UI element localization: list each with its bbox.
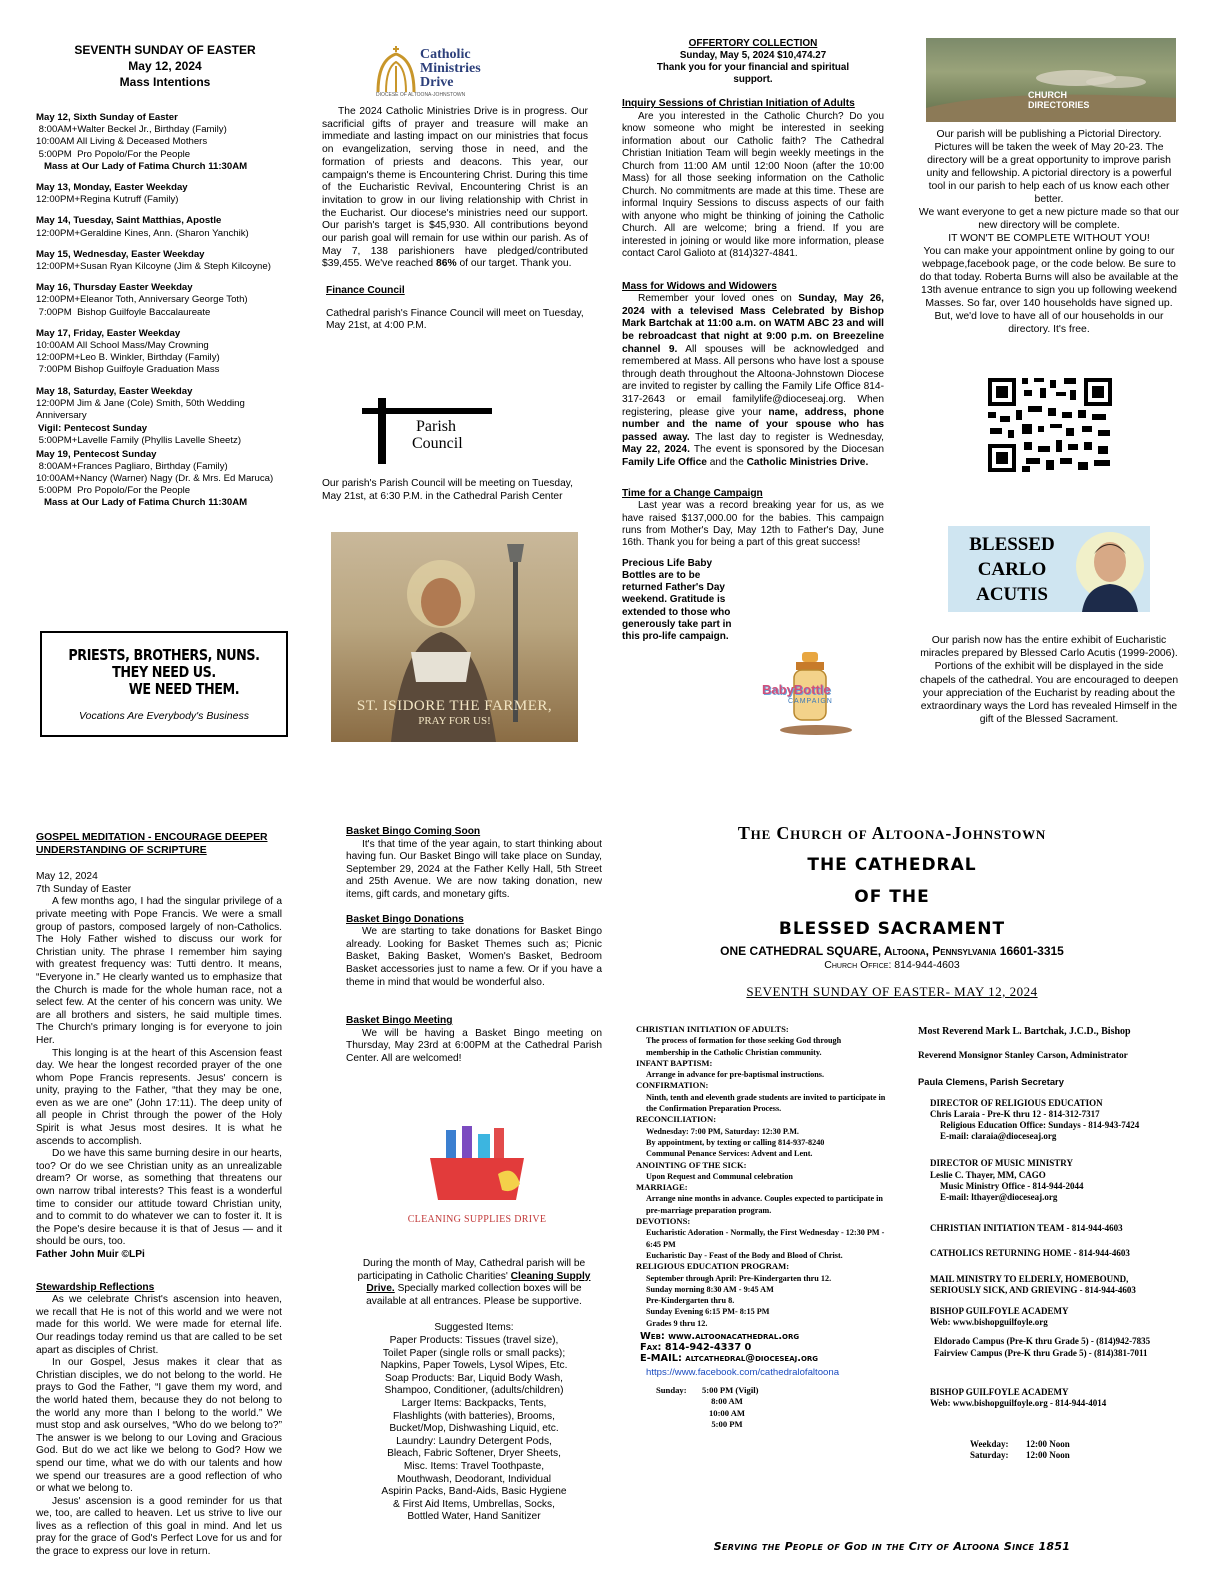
cmd-logo-line2: Ministries — [420, 61, 481, 76]
gospel-section — [36, 832, 282, 1559]
mass-intention-line: 12:00PM+Geraldine Kines, Ann. (Sharon Yanchik) — [36, 227, 249, 239]
gospel-date: May 12, 2024 — [36, 871, 98, 883]
directory-p4: You can make your appointment online by going to our webpage,facebook page, or the code below. Be sure to do that today. Roberta Burns will also be available at the 13th avenue entrance to sign you up following weekend Masses. So far, over 140 households have signed up. But, we'd love to have all of our households in our directory. It's free. — [919, 246, 1179, 335]
cleaning-item: Bottled Water, Hand Sanitizer — [407, 1511, 541, 1523]
gospel-p1: A few months ago, I had the singular privilege of a private meeting with Pope Francis. We were a small group of pastors, composed largely of non-Catholics. The Holy Father wished to discuss our work for Christian unity. The phrase I remember him saying with greatest frequency was: Tutti dentro. It means, “Everyone in.” He clearly wanted us to emphasize that the Church is made for the whole human race, not a select few. At the center of his concern was unity. We are all brothers and sisters, he said multiple times. The Church's primary longing is for everyone to join Her. — [36, 896, 282, 1046]
bingo-p2: We are starting to take donations for Basket Bingo already. Looking for Basket Themes such as; Picnic Basket, Baking Basket, Women's Basket, Bedroom Basket accessories just to name a few. Or if you have a theme in mind that would be wonderful also. — [346, 926, 602, 988]
mass-intention-line: 10:00AM All School Mass/May Crowning — [36, 340, 209, 352]
contact-web[interactable]: Web: www.altoonacathedral.org — [640, 1331, 800, 1343]
mass-intention-line: 8:00AM+Frances Pagliaro, Birthday (Family) — [36, 460, 228, 472]
st-isidore-image — [331, 532, 578, 742]
cleaning-item: Larger Items: Backpacks, Tents, — [401, 1397, 547, 1409]
isidore-caption-line2: PRAY FOR US! — [418, 715, 491, 727]
parish-council-line1: Parish — [416, 418, 456, 435]
sacraments-list — [636, 1024, 886, 1435]
fatima-mass-note: Mass at Our Lady of Fatima Church 11:30AM — [44, 160, 248, 172]
cleaning-item: Bucket/Mop, Dishwashing Liquid, etc. — [389, 1423, 559, 1435]
col3-top — [622, 38, 884, 643]
mass-day-title: May 16, Thursday Easter Weekday — [36, 282, 193, 294]
mass-day — [36, 112, 294, 173]
parish-council-line2: Council — [412, 435, 463, 452]
mass-intention-line: 12:00PM+Susan Ryan Kilcoyne (Jim & Steph Kilcoyne) — [36, 261, 271, 273]
sunday-mass-time: 5:00 PM — [711, 1418, 743, 1429]
mass-day-title: May 17, Friday, Easter Weekday — [36, 327, 181, 339]
mass-intentions-subtitle: Mass Intentions — [119, 75, 211, 89]
inquiry-title: Inquiry Sessions of Christian Initiation of Adults — [622, 98, 855, 109]
directory-section — [918, 128, 1180, 336]
cleaning-item: Bleach, Fabric Softener, Dryer Sheets, — [387, 1448, 561, 1460]
campus2-line: Fairview Campus (Pre-K thru Grade 5) - (814)381-7011 — [934, 1347, 1148, 1358]
finance-text: Cathedral parish's Finance Council will meet on Tuesday, May 21st, at 4:00 P.M. — [326, 307, 584, 332]
church-directories-image — [926, 38, 1176, 122]
mass-day — [36, 386, 294, 423]
carlo-portrait-icon — [1070, 526, 1150, 612]
cleaning-item: Mouthwash, Deodorant, Individual — [396, 1473, 552, 1485]
carlo-text: Our parish now has the entire exhibit of Eucharistic miracles prepared by Blessed Carlo Acutis (1999-2006). Portions of the exhibit will be displayed in the side chapels of the cathedral. You are encouraged to deepen your appreciation of the Eucharist by reading about the extraordinary ways the Lord has revealed Himself in the gift of the Blessed Sacrament. — [919, 635, 1179, 726]
mass-intention-line: 12:00PM+Regina Kutruff (Family) — [36, 194, 179, 206]
sacrament-detail: Ninth, tenth and eleventh grade students are invited to participate in the Confirmation Preparation Process. — [646, 1092, 886, 1114]
mass-day-title: May 18, Saturday, Easter Weekday — [36, 385, 193, 397]
cleaning-section — [346, 1258, 602, 1524]
mass-intention-line: 12:00PM+Leo B. Winkler, Birthday (Family) — [36, 352, 220, 364]
sacrament-detail: Pre-Kindergarten thru 8. — [646, 1296, 735, 1306]
widows-text: Remember your loved ones on Sunday, May 26, 2024 with a televised Mass Celebrated by Bishop Mark Bartchak at 11:00 a.m. on WATM ABC 23 and will be rebroadcast that night at 9:00 p.m. on Breezeline channel 9. All spouses will be acknowledged and remembered at Mass. All persons who have lost a spouse through death throughout the Altoona-Johnstown Diocese are invited to register by calling the Family Life Office 814-317-2643 or email familylife@dioceseaj.org. When registering, please give your name, address, phone number and the name of your spouse who has passed away. The last day to register is Wednesday, May 22, 2024. The event is sponsored by the Diocesan Family Life Office and the Catholic Ministries Drive. — [622, 293, 885, 468]
bingo-section — [346, 826, 602, 1066]
vocations-line3: WE NEED THEM. — [128, 680, 240, 698]
vocations-line2: THEY NEED US. — [112, 663, 216, 681]
cleaning-item: Soap Products: Bar, Liquid Body Wash, — [384, 1372, 563, 1384]
offertory-title: OFFERTORY COLLECTION — [688, 38, 818, 49]
sacrament-detail: Wednesday: 7:00 PM, Saturday: 12:30 P.M. — [646, 1126, 799, 1136]
cleaning-intro: During the month of May, Cathedral parish will be participating in Catholic Charities' Cleaning Supply Drive. Specially marked collection boxes will be available at all entrances. Please be supportive. — [357, 1258, 591, 1307]
cleaning-item: Shampoo, Conditioner, (adults/children) — [384, 1385, 564, 1397]
returning-line: CATHOLICS RETURNING HOME - 814-944-4603 — [930, 1248, 1130, 1259]
stewardship-p2: In our Gospel, Jesus makes it clear that as Christian disciples, we do not belong to the world. He prays to God the Father, “I gave them my word, and the world hated them, because they do not belong to the world any more than I belong to the world.” We must stop and ask ourselves, “Who do we belong to?” The answer is we belong to our Loving and Gracious God. But do we act like we belong to God? How we spend our time, what we do with our talents and how we spend our treasures are a good reflection of who or what we belong to. — [36, 1357, 282, 1495]
facebook-link[interactable]: https://www.facebook.com/cathedralofaltoona — [646, 1367, 840, 1379]
cit-line: CHRISTIAN INITIATION TEAM - 814-944-4603 — [930, 1223, 1123, 1234]
baby-bottle-logo-text2: CAMPAIGN — [788, 698, 833, 705]
directories-label1: CHURCH — [1028, 90, 1067, 100]
mass-day — [36, 423, 294, 447]
sacrament-detail: By appointment, by texting or calling 814-937-8240 — [646, 1137, 825, 1147]
sacrament-detail: Arrange nine months in advance. Couples expected to participate in pre-marriage preparation program. — [646, 1194, 883, 1215]
mass-intentions-title: SEVENTH SUNDAY OF EASTER — [74, 43, 256, 57]
mass-day-title: May 14, Tuesday, Saint Matthias, Apostle — [36, 215, 222, 227]
sacrament-heading: ANOINTING OF THE SICK: — [636, 1159, 747, 1170]
sacrament-heading: INFANT BAPTISM: — [636, 1057, 713, 1068]
bga-web[interactable]: Web: www.bishopguilfoyle.org — [930, 1317, 1048, 1328]
bga2-title: BISHOP GUILFOYLE ACADEMY — [930, 1386, 1069, 1397]
widows-title: Mass for Widows and Widowers — [622, 280, 777, 292]
baby-bottles-text: Precious Life Baby Bottles are to be returned Father's Day weekend. Gratitude is extended to those who generously take part in this pro-life campaign. — [622, 557, 732, 642]
bingo-p3: We will be having a Basket Bingo meeting on Thursday, May 23rd at 6:00PM at the Cathedral Parish Center. All are welcomed! — [346, 1027, 602, 1064]
cleaning-heading: Suggested Items: — [434, 1322, 514, 1334]
catholic-ministries-drive-logo — [374, 42, 514, 96]
qr-code-icon[interactable] — [986, 376, 1114, 474]
weekday-label: Weekday: — [970, 1439, 1009, 1450]
saturday-time: 12:00 Noon — [1026, 1450, 1070, 1461]
mass-day-title: May 15, Wednesday, Easter Weekday — [36, 248, 205, 260]
directories-label2: DIRECTORIES — [1028, 100, 1090, 110]
weekday-time: 12:00 Noon — [1026, 1439, 1070, 1450]
mass-intention-line: 7:00PM Bishop Guilfoyle Baccalaureate — [36, 306, 211, 318]
cleaning-supplies-logo — [402, 1124, 552, 1228]
mass-intention-line: 5:00PM+Lavelle Family (Phyllis Lavelle Sheetz) — [36, 435, 242, 447]
music-line2: Music Ministry Office - 814-944-2044 — [940, 1180, 1084, 1191]
gospel-author: Father John Muir ©LPi — [36, 1249, 145, 1260]
change-title: Time for a Change Campaign — [622, 487, 763, 499]
bingo-p1: It's that time of the year again, to start thinking about having fun. Our Basket Bingo will take place on Sunday, September 29, 2024 at the Father Kelly Hall, 5th Street and 25th Avenue. We are now taking donation, new items, gift cards, and monetary gifts. — [346, 838, 602, 900]
masthead-line2: THE CATHEDRAL — [807, 855, 977, 875]
contact-block — [636, 1331, 886, 1379]
sunday-mass-time: 10:00 AM — [708, 1407, 746, 1418]
sacrament-detail: Eucharistic Day - Feast of the Body and Blood of Christ. — [646, 1250, 843, 1260]
staff-bishop: Most Reverend Mark L. Bartchak, J.C.D., Bishop — [918, 1026, 1131, 1037]
blessed-carlo-image — [948, 526, 1150, 612]
bga2-web[interactable]: Web: www.bishopguilfoyle.org - 814-944-4014 — [930, 1398, 1107, 1409]
cleaning-item: Paper Products: Tissues (travel size), — [389, 1334, 559, 1346]
sacrament-detail: The process of formation for those seeking God through membership in the Catholic Christian community. — [646, 1036, 842, 1057]
fatima-mass-note: Mass at Our Lady of Fatima Church 11:30AM — [44, 497, 248, 509]
carlo-line2: CARLO — [977, 559, 1047, 580]
sacrament-detail: September through April: Pre-Kindergarten thru 12. — [646, 1273, 832, 1283]
staff-secretary: Paula Clemens, Parish Secretary — [918, 1076, 1064, 1088]
mass-day — [36, 449, 294, 510]
cleaning-item: Aspirin Packs, Band-Aids, Basic Hygiene — [381, 1486, 567, 1498]
mass-intention-line: 8:00AM+Walter Beckel Jr., Birthday (Family) — [36, 124, 227, 136]
music-line1: Leslie C. Thayer, MM, CAGO — [930, 1169, 1046, 1180]
masthead-line1: The Church of Altoona-Johnstown — [737, 823, 1047, 843]
baby-bottle-logo-text1: BabyBottle — [762, 682, 831, 697]
directory-p1: Our parish will be publishing a Pictorial Directory. Pictures will be taken the week of May 20-23. The directory will be a great opportunity to improve parish unity and fellowship. A pictorial directory is a powerful tool in our parish to help each of us know each other better. — [926, 129, 1172, 205]
change-text: Last year was a record breaking year for us, as we have raised $137,000.00 for the babies. This campaign runs from Mother's Day, May 12th to Father's Day, June 16th. Thank you for being a part of this great success! — [622, 500, 884, 549]
gospel-p2: This longing is at the heart of this Ascension feast day. We hear the longest recorded prayer of the one whom Pope Francis represents. Jesus' concern is unity, praying to the Father, “that they may be one, even as we are one” (John 17:11). The deep unity of all people in Christ through the power of the Holy Spirit is what Jesus most desires. It is what he ascends to accomplish. — [36, 1047, 282, 1147]
bga-title: BISHOP GUILFOYLE ACADEMY — [930, 1306, 1069, 1317]
sunday-label: Sunday: — [656, 1385, 687, 1396]
contact-fax: Fax: 814-942-4337 0 — [640, 1342, 752, 1354]
sunday-mass-times — [636, 1385, 886, 1435]
cmd-logo-sub: DIOCESE OF ALTOONA-JOHNSTOWN — [376, 92, 466, 98]
directory-p2: We want everyone to get a new picture made so that our new directory will be complete. — [918, 207, 1180, 231]
mass-intentions — [36, 42, 294, 519]
stewardship-p1: As we celebrate Christ's ascension into heaven, we recall that He is not of this world and we were not made for this world. We were made for eternal life. Our readings today remind us that are called to be set apart as disciples of Christ. — [36, 1294, 282, 1356]
vocations-tagline: Vocations Are Everybody's Business — [79, 710, 249, 722]
staff-directory — [918, 1026, 1188, 1465]
bingo-title3: Basket Bingo Meeting — [346, 1015, 453, 1027]
mass-day-title: May 13, Monday, Easter Weekday — [36, 182, 188, 194]
music-line3: E-mail: lthayer@dioceseaj.org — [940, 1192, 1058, 1203]
isidore-caption-line1: ST. ISIDORE THE FARMER, — [356, 698, 553, 714]
cleaning-logo-text: CLEANING SUPPLIES DRIVE — [407, 1214, 547, 1225]
mass-day — [36, 328, 294, 377]
sunday-mass-time: 8:00 AM — [711, 1396, 743, 1407]
sacrament-detail: Arrange in advance for pre-baptismal instructions. — [646, 1070, 825, 1080]
sacrament-heading: CONFIRMATION: — [636, 1080, 709, 1091]
sacrament-heading: RELIGIOUS EDUCATION PROGRAM: — [636, 1261, 790, 1272]
masthead-line3: OF THE — [854, 887, 930, 907]
mass-day-title: May 12, Sixth Sunday of Easter — [36, 112, 178, 123]
re-line2: Religious Education Office: Sundays - 814-943-7424 — [940, 1120, 1140, 1131]
mass-intention-line: 5:00PM Pro Popolo/For the People — [36, 148, 191, 160]
masthead-line4: BLESSED SACRAMENT — [778, 919, 1006, 939]
masthead-date: SEVENTH SUNDAY OF EASTER- MAY 12, 2024 — [746, 984, 1038, 999]
mass-intentions-list — [36, 112, 294, 510]
re-line1: Chris Laraia - Pre-K thru 12 - 814-312-7317 — [930, 1108, 1100, 1119]
parish-council-logo — [362, 398, 492, 464]
bingo-title2: Basket Bingo Donations — [346, 913, 464, 925]
cleaning-bucket-icon — [402, 1124, 552, 1208]
mass-day — [36, 249, 294, 273]
staff-admin: Reverend Monsignor Stanley Carson, Administrator — [918, 1051, 1128, 1062]
offertory-thanks: Thank you for your financial and spiritual support. — [656, 62, 850, 85]
sacrament-detail: Sunday Evening 6:15 PM- 8:15 PM — [646, 1307, 770, 1317]
sacrament-heading: MARRIAGE: — [636, 1182, 688, 1193]
cmd-text: The 2024 Catholic Ministries Drive is in progress. Our sacrificial gifts of prayer and treasure will make an immediate and lasting impact on our ministries that focus on evangelization, serving those in need, and the formation of priests and deacons. This year, our campaign's theme is Encountering Christ. During this time of the Eucharistic Revival, Encountering Christ is an invitation to grow in our living relationship with Christ in the Eucharist. Our diocese's ministries need our support. Our parish's target is $45,930. All contributions beyond our parish goal will remain for use within our parish. As of May 7, 138 parishioners have pledged/contributed $39,455. We've reached 86% of our target. Thank you. — [322, 106, 588, 270]
bingo-title1: Basket Bingo Coming Soon — [346, 826, 481, 837]
mass-day — [36, 182, 294, 206]
masthead — [622, 822, 1162, 1000]
sacrament-detail: Upon Request and Communal celebration — [646, 1171, 793, 1181]
vocations-ad — [40, 631, 288, 737]
gospel-title: GOSPEL MEDITATION - ENCOURAGE DEEPER UNDERSTANDING OF SCRIPTURE — [36, 832, 268, 856]
mass-intention-line: 10:00AM All Living & Deceased Mothers — [36, 136, 208, 148]
baby-bottle-logo — [758, 650, 874, 736]
mass-day-title: Vigil: Pentecost Sunday — [38, 423, 148, 435]
carlo-line1: BLESSED — [969, 534, 1055, 555]
cmd-logo-line3: Drive — [420, 75, 454, 90]
inquiry-text: Are you interested in the Catholic Church? Do you know someone who might be interested in seeking information about our Catholic faith? The Cathedral Christian Initiation Team will begin weekly meetings in the Church from 11:00 AM until 12:00 Noon (after the 10:00 Mass) for all those seeking information on the Catholic Church. No commitments are made at this time. These are informal Inquiry Sessions to discuss aspects of our faith with anyone who might be thinking of joining the Catholic Church. All are welcome; bring a friend. If you are interested in joining or would like more information, please contact Carol Galioto at (814)327-4841. — [622, 110, 884, 260]
masthead-office: Church Office: 814-944-4603 — [824, 959, 960, 971]
cleaning-item: & First Aid Items, Umbrellas, Socks, — [393, 1498, 555, 1510]
gospel-sunday: 7th Sunday of Easter — [36, 883, 132, 895]
gospel-p3: Do we have this same burning desire in our hearts, too? Or do we see Christian unity as an unrealizable dream? Or worse, as something that threatens our own narrow tribal interests? This feast is a wonderful time to consider our attitude toward Christian unity, and to commit to do whatever we can to foster it. It is the Pope's desire because it is that of Jesus — and it should be ours, too. — [36, 1148, 282, 1248]
mass-intention-line: 10:00AM+Nancy (Warner) Nagy (Dr. & Mrs. Ed Maruca) — [36, 473, 274, 485]
re-line3: E-mail: claraia@dioceseaj.org — [940, 1131, 1057, 1142]
offertory-line: Sunday, May 5, 2024 $10,474.27 — [679, 50, 827, 61]
cmd-section — [322, 106, 588, 333]
campus1-line: Eldorado Campus (Pre-K thru Grade 5) - (814)942-7835 — [934, 1336, 1151, 1347]
finance-title: Finance Council — [326, 285, 405, 297]
mail-line: MAIL MINISTRY TO ELDERLY, HOMEBOUND, SERIOUSLY SICK, AND GRIEVING - 814-944-4603 — [930, 1273, 1136, 1295]
sunday-mass-time: 5:00 PM (Vigil) — [702, 1385, 759, 1396]
sacrament-detail: Sunday morning 8:30 AM - 9:45 AM — [646, 1284, 774, 1294]
sacrament-detail: Grades 9 thru 12. — [646, 1318, 708, 1328]
cmd-logo-line1: Catholic — [420, 47, 471, 62]
mass-day — [36, 282, 294, 319]
parish-council-text: Our parish's Parish Council will be meeting on Tuesday, May 21st, at 6:30 P.M. in the Cathedral Parish Center — [322, 478, 573, 502]
mass-intention-line: 12:00PM+Eleanor Toth, Anniversary George Toth) — [36, 294, 248, 306]
mass-intention-line: 7:00PM Bishop Guilfoyle Graduation Mass — [36, 364, 220, 376]
stewardship-p3: Jesus' ascension is a good reminder for us that we, too, are called to heaven. Let us strive to live our lives as a reflection of this goal in mind. And let us pray for the grace of God's Perfect Love for us and for the grace to express our love in return. — [36, 1495, 282, 1558]
mass-intention-line: 12:00PM Jim & Jane (Cole) Smith, 50th Wedding Anniversary — [36, 397, 247, 422]
cleaning-item: Misc. Items: Travel Toothpaste, — [403, 1460, 545, 1472]
directory-p3: IT WON'T BE COMPLETE WITHOUT YOU! — [948, 233, 1150, 244]
footer-tagline: Serving the People of God in the City of Altoona Since 1851 — [713, 1540, 1071, 1553]
music-title: DIRECTOR OF MUSIC MINISTRY — [930, 1158, 1073, 1169]
cleaning-item: Napkins, Paper Towels, Lysol Wipes, Etc. — [380, 1360, 568, 1372]
cleaning-item: Toilet Paper (single rolls or small packs); — [382, 1347, 566, 1359]
weekday-mass-times — [970, 1439, 1188, 1465]
sacrament-heading: CHRISTIAN INITIATION OF ADULTS: — [636, 1024, 789, 1034]
carlo-line3: ACUTIS — [976, 584, 1048, 605]
masthead-address: ONE CATHEDRAL SQUARE, Altoona, Pennsylvania 16601-3315 — [720, 944, 1064, 958]
cleaning-items — [346, 1335, 602, 1524]
saturday-label: Saturday: — [970, 1450, 1009, 1461]
sacrament-heading: RECONCILIATION: — [636, 1114, 717, 1125]
mass-intentions-date: May 12, 2024 — [128, 59, 202, 73]
parish-council-section — [322, 478, 588, 503]
mass-day-title: May 19, Pentecost Sunday — [36, 448, 157, 460]
carlo-section — [918, 634, 1180, 726]
sacrament-detail: Eucharistic Adoration - Normally, the First Wednesday - 12:30 PM - 6:45 PM — [646, 1228, 885, 1249]
cleaning-item: Flashlights (with batteries), Brooms, — [393, 1410, 555, 1422]
contact-email[interactable]: E-MAIL: altcathedral@dioceseaj.org — [640, 1353, 819, 1365]
sacrament-detail: Communal Penance Services: Advent and Lent. — [646, 1149, 813, 1159]
mass-day — [36, 215, 294, 239]
cathedral-arch-icon — [374, 44, 418, 94]
cleaning-item: Laundry: Laundry Detergent Pods, — [396, 1435, 552, 1447]
sacrament-heading: DEVOTIONS: — [636, 1216, 691, 1227]
re-title: DIRECTOR OF RELIGIOUS EDUCATION — [930, 1097, 1103, 1108]
stewardship-title: Stewardship Reflections — [36, 1281, 155, 1293]
mass-intention-line: 5:00PM Pro Popolo/For the People — [36, 485, 191, 497]
vocations-line1: PRIESTS, BROTHERS, NUNS. — [68, 646, 260, 664]
